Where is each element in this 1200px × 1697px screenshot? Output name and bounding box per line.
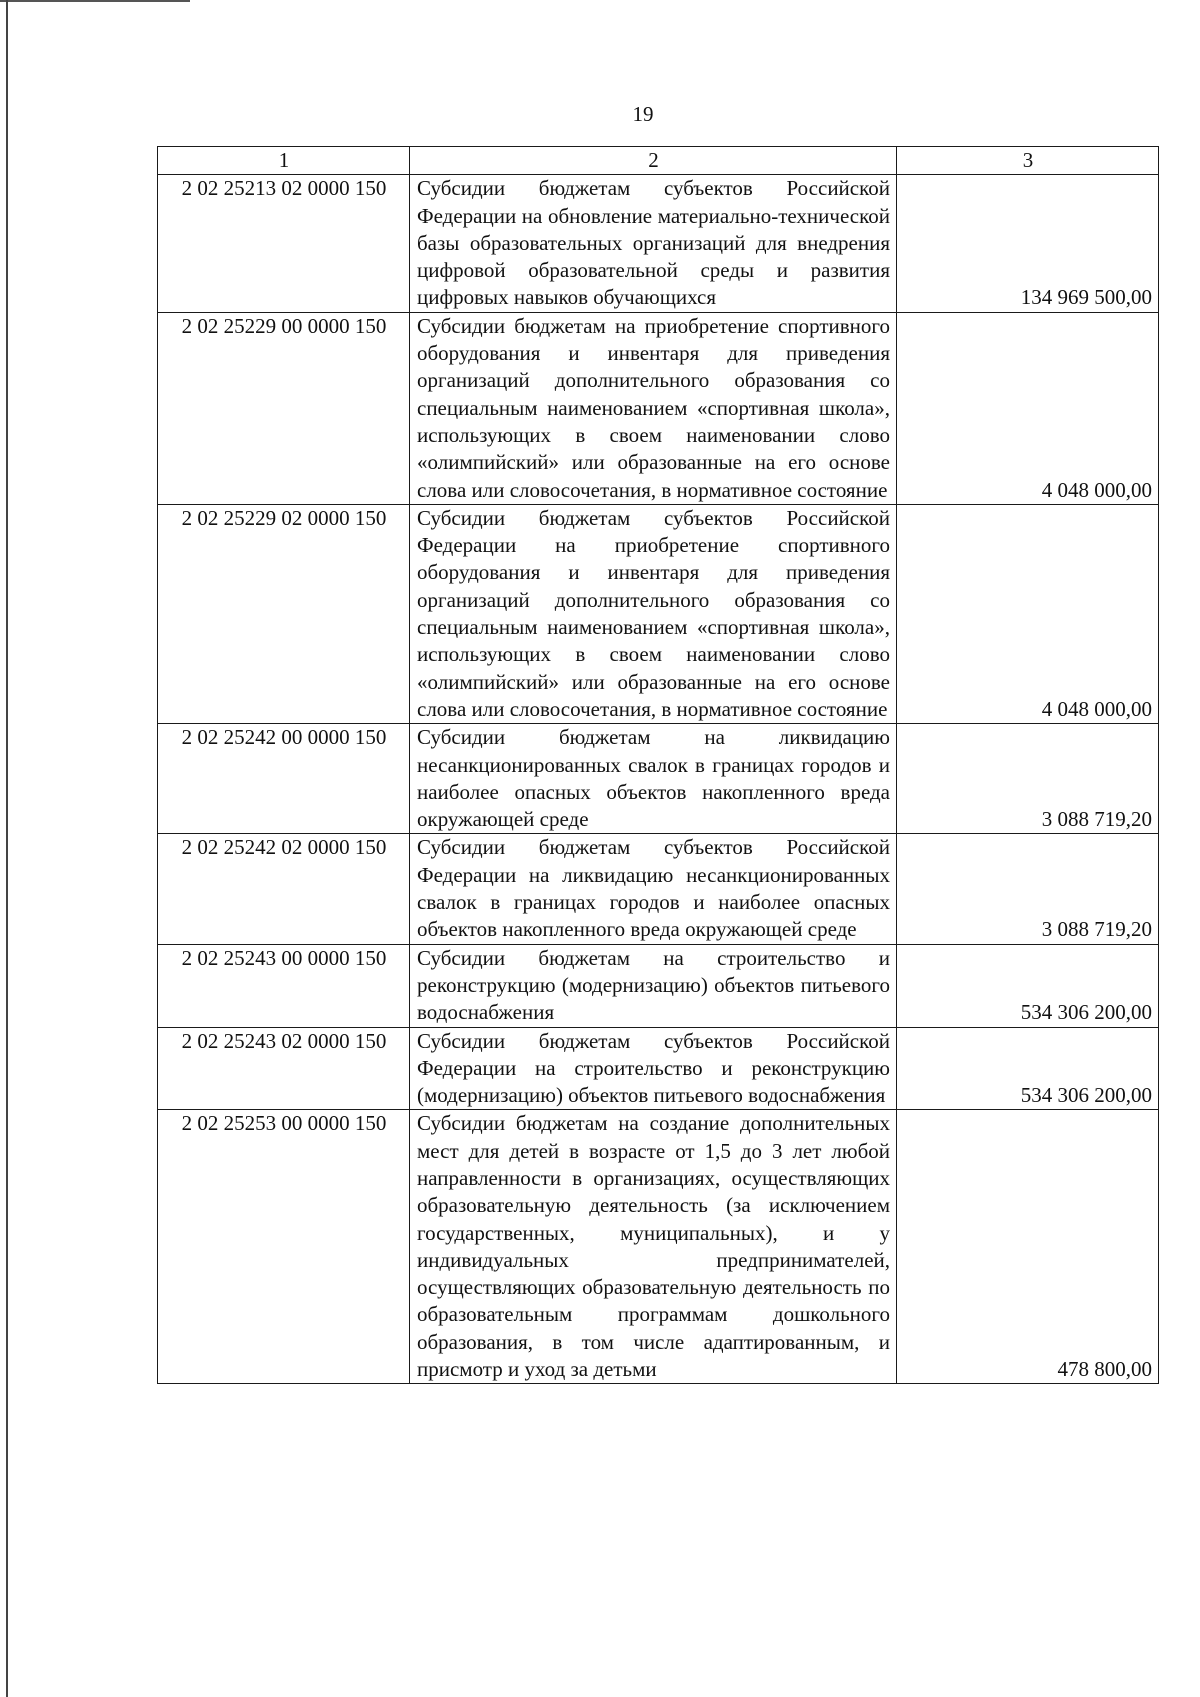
income-sum: 4 048 000,00 [897,504,1159,723]
income-code: 2 02 25213 02 0000 150 [158,175,410,312]
income-name: Субсидии бюджетам субъектов Российской Федерации на строительство и реконструкцию (модернизацию) объектов питьевого водоснабжения [410,1027,897,1110]
income-name: Субсидии бюджетам на приобретение спортивного оборудования и инвентаря для приведения организаций дополнительного образования со специальным наименованием «спортивная школа», использующих в своем наименовании слово «олимпийский» или образованные на его основе слова или словосочетания, в нормативное состояние [410,312,897,504]
header-cell-name: 2 [410,147,897,175]
table-header-row [158,147,1159,175]
income-code: 2 02 25243 00 0000 150 [158,944,410,1027]
income-code: 2 02 25242 02 0000 150 [158,834,410,944]
page-number: 19 [632,102,654,126]
header-cell-code: 1 [158,147,410,175]
budget-table [157,146,1159,1384]
income-sum: 4 048 000,00 [897,312,1159,504]
table-row [158,1027,1159,1110]
table-row [158,724,1159,834]
table-row [158,504,1159,723]
scan-edge-left [6,0,8,1697]
income-name: Субсидии бюджетам на строительство и реконструкцию (модернизацию) объектов питьевого водоснабжения [410,944,897,1027]
income-code: 2 02 25242 00 0000 150 [158,724,410,834]
income-name: Субсидии бюджетам субъектов Российской Федерации на приобретение спортивного оборудования и инвентаря для приведения организаций дополнительного образования со специальным наименованием «спортивная школа», использующих в своем наименовании слово «олимпийский» или образованные на его основе слова или словосочетания, в нормативное состояние [410,504,897,723]
table-row [158,1110,1159,1384]
table-row [158,944,1159,1027]
income-name: Субсидии бюджетам субъектов Российской Федерации на ликвидацию несанкционированных свалок в границах городов и наиболее опасных объектов накопленного вреда окружающей среде [410,834,897,944]
table-row [158,312,1159,504]
income-code: 2 02 25243 02 0000 150 [158,1027,410,1110]
income-name: Субсидии бюджетам субъектов Российской Федерации на обновление материально-технической базы образовательных организаций для внедрения цифровой образовательной среды и развития цифровых навыков обучающихся [410,175,897,312]
header-cell-sum: 3 [897,147,1159,175]
income-sum: 478 800,00 [897,1110,1159,1384]
income-name: Субсидии бюджетам на ликвидацию несанкционированных свалок в границах городов и наиболее опасных объектов накопленного вреда окружающей среде [410,724,897,834]
income-sum: 3 088 719,20 [897,724,1159,834]
income-sum: 134 969 500,00 [897,175,1159,312]
income-name: Субсидии бюджетам на создание дополнительных мест для детей в возрасте от 1,5 до 3 лет любой направленности в организациях, осуществляющих образовательную деятельность (за исключением государственных, муниципальных), и у индивидуальных предпринимателей, осуществляющих образовательную деятельность по образовательным программам дошкольного образования, в том числе адаптированным, и присмотр и уход за детьми [410,1110,897,1384]
table-row [158,834,1159,944]
scan-edge-top [0,0,190,2]
income-code: 2 02 25253 00 0000 150 [158,1110,410,1384]
income-sum: 534 306 200,00 [897,1027,1159,1110]
income-sum: 534 306 200,00 [897,944,1159,1027]
table-row [158,175,1159,312]
income-code: 2 02 25229 02 0000 150 [158,504,410,723]
income-code: 2 02 25229 00 0000 150 [158,312,410,504]
income-sum: 3 088 719,20 [897,834,1159,944]
